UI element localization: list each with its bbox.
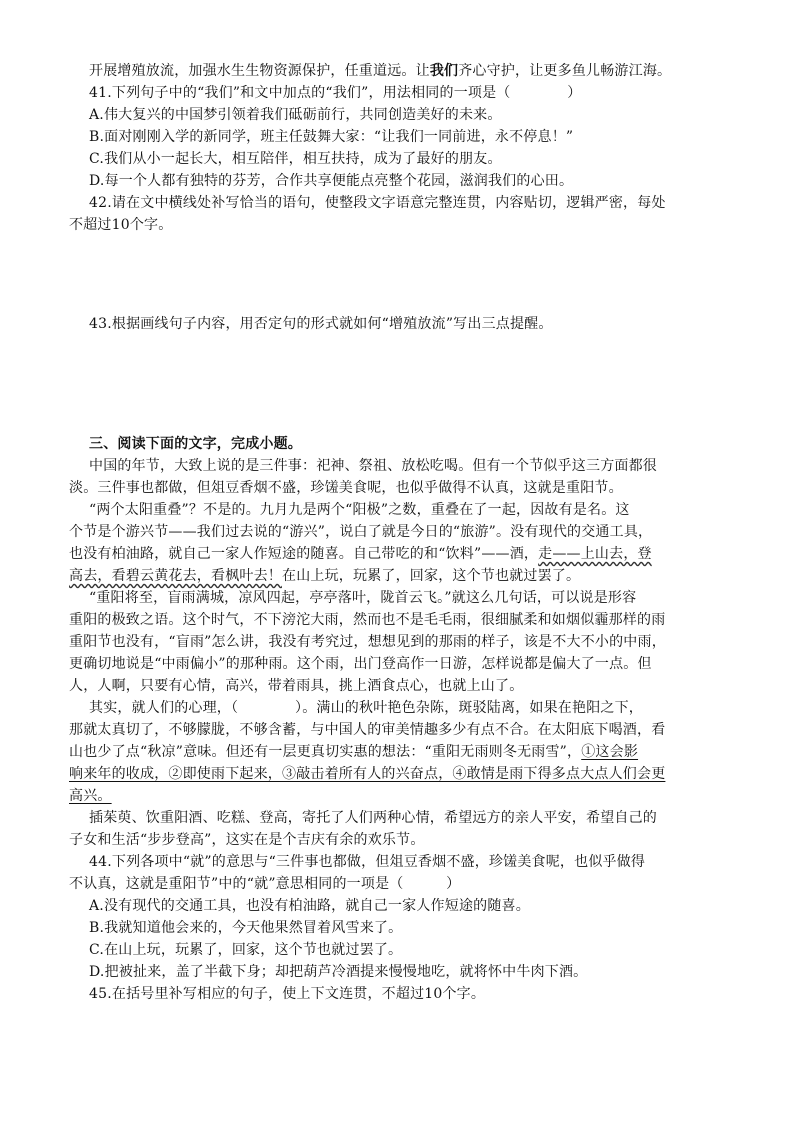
q41-stem: 41.下列句子中的“我们”和文中加点的“我们”，用法相同的一项是（ ） [89,85,582,101]
wavy-underlined-text: 走——上山去，登 [538,546,652,562]
q41-option-c: C.我们从小一起长大，相互陪伴，相互扶持，成为了最好的朋友。 [89,151,502,167]
p4-line1: 其实，就人们的心理，（ ）。满山的秋叶艳色杂陈，斑驳陆离，如果在艳阳之下， [89,700,643,716]
p4-line2: 那就太真切了，不够朦胧，不够含蓄，与中国人的审美情趣多少有点不合。在太阳底下喝酒，看 [69,722,666,738]
underlined-sentence: 高兴。 [69,788,112,804]
dotted-women: 我们 [429,63,459,79]
p2-line3: 也没有柏油路，就自己一家人作短途的随喜。自己带吃的和“饮料”——酒，走——上山去，登 [69,546,652,562]
p4-line4 [69,763,665,785]
p3-line5: 人，人啊，只要有心情，高兴，带着雨具，挑上酒食点心，也就上山了。 [69,678,524,694]
q44-stem-line1: 44.下列各项中“就”的意思与“三件事也都做，但俎豆香烟不盛，珍馐美食呢，也似乎做得 [89,854,646,870]
q41-option-a: A.伟大复兴的中国梦引领着我们砥砺前行，共同创造美好的未来。 [89,107,502,123]
p3-line2: 重阳的极致之语。这个时气，不下滂沱大雨，然而也不是毛毛雨，很细腻柔和如烟似霾那样的雨 [69,612,666,628]
underlined-sentence: 响来年的收成，②即使雨下起来，③敲击着所有人的兴奋点，④敢情是雨下得多点大点人们会更 [69,766,666,782]
underlined-sentence: ①这会影 [581,744,639,760]
p3-line1: “重阳将至，盲雨满城，凉风四起，亭亭落叶，陇首云飞。”就这么几句话，可以说是形容 [89,590,637,606]
p1-line2: 淡。三件事也都做，但俎豆香烟不盛，珍馐美食呢，也似乎做得不认真，这就是重阳节。 [69,480,623,496]
p4-line5 [69,785,112,807]
p2-line2: 个节是个游兴节——我们过去说的“游兴”，说白了就是今日的“旅游”。没有现代的交通工具， [69,524,653,540]
q44-option-a: A.没有现代的交通工具，也没有柏油路，就自己一家人作短途的随喜。 [89,898,530,914]
p2-line1: “两个太阳重叠”？不是的。九月九是两个“阳极”之数，重叠在了一起，因故有是名。这 [89,502,630,518]
q44-stem-line2: 不认真，这就是重阳节”中的“就”意思相同的一项是（ ） [69,876,461,892]
q44-option-c: C.在山上玩，玩累了，回家，这个节也就过罢了。 [89,942,403,958]
p1-line1: 中国的年节，大致上说的是三件事：祀神、祭祖、放松吃喝。但有一个节似乎这三方面都很 [89,458,657,474]
p5-line2: 子女和生活“步步登高”，这实在是个吉庆有余的欢乐节。 [69,832,425,848]
p3-line4: 更确切地说是“中雨偏小”的那种雨。这个雨，出门登高作一日游，怎样说都是偏大了一点。但 [69,656,652,672]
p3-line3: 重阳节也没有，“盲雨”怎么讲，我没有考究过，想想见到的那雨的样子，该是不大不小的中雨， [69,634,666,650]
q45-stem: 45.在括号里补写相应的句子，使上下文连贯，不超过10个字。 [89,986,486,1002]
q43-stem: 43.根据画线句子内容，用否定句的形式就如何“增殖放流”写出三点提醒。 [89,316,553,332]
p2-line4: 高去，看碧云黄花去，看枫叶去！在山上玩，玩累了，回家，这个节也就过罢了。 [69,568,581,584]
wavy-underlined-text: 高去，看碧云黄花去，看枫叶去！ [69,568,282,584]
q41-option-b: B.面对刚刚入学的新同学，班主任鼓舞大家：“让我们一同前进，永不停息！” [89,129,574,145]
passage-last-line: 开展增殖放流，加强水生生物资源保护，任重道远。让我们齐心守护，让更多鱼儿畅游江海。 [89,63,672,79]
q42-stem-line1: 42.请在文中横线处补写恰当的语句，使整段文字语意完整连贯，内容贴切，逻辑严密，每处 [89,195,666,211]
q44-option-d: D.把被扯来，盖了半截下身；却把葫芦冷酒提来慢慢地吃，就将怀中牛肉下酒。 [89,964,588,980]
q41-option-d: D.每一个人都有独特的芬芳，合作共享便能点亮整个花园，滋润我们的心田。 [89,173,574,189]
q42-stem-line2: 不超过10个字。 [69,217,173,233]
p4-line3: 山也少了点“秋凉”意味。但还有一层更真切实惠的想法：“重阳无雨则冬无雨雪”，①这会影 [69,744,639,760]
section-heading: 三、阅读下面的文字，完成小题。 [89,436,302,452]
q44-option-b: B.我就知道他会来的，今天他果然冒着风雪来了。 [89,920,403,936]
p5-line1: 插茱萸、饮重阳酒、吃糕、登高，寄托了人们两种心情，希望远方的亲人平安，希望自己的 [89,810,657,826]
